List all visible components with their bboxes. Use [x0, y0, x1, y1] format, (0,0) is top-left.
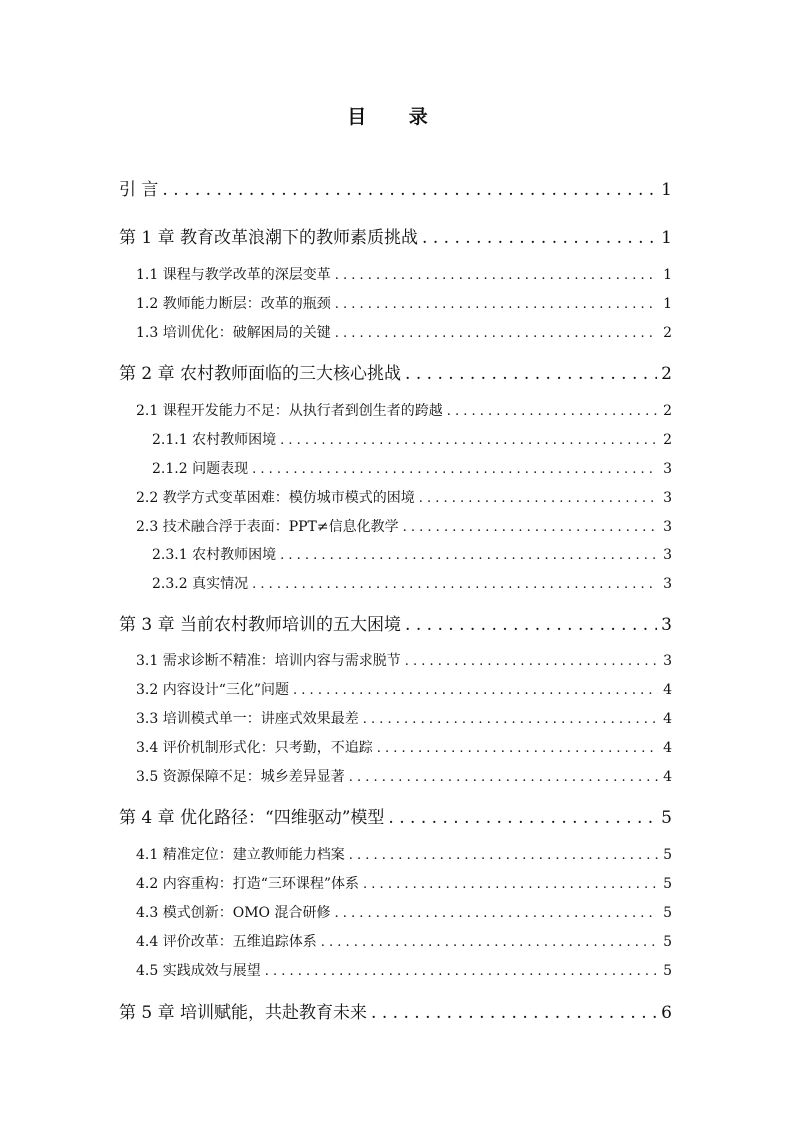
toc-entry-text: 4.3 模式创新：OMO 混合研修: [136, 905, 331, 921]
toc-leader-dots: [321, 934, 658, 950]
toc-leader-dots: [405, 615, 657, 635]
toc-leader-dots: [265, 963, 658, 979]
toc-page-number: 5: [663, 847, 672, 863]
toc-leader-dots: [280, 432, 658, 448]
toc-entry[interactable]: [119, 223, 672, 249]
toc-entry[interactable]: [152, 429, 672, 451]
toc-leader-dots: [335, 325, 658, 341]
toc-entry-text: 1.1 课程与教学改革的深层变革: [136, 267, 331, 283]
toc-entry-text: 3.5 资源保障不足：城乡差异显著: [136, 769, 345, 785]
toc-page-number: 2: [663, 325, 672, 341]
toc-leader-dots: [388, 808, 657, 828]
toc-entry-text: 引 言: [119, 180, 159, 200]
toc-leader-dots: [403, 519, 658, 535]
toc-page-number: 2: [663, 403, 672, 419]
toc-leader-dots: [422, 228, 657, 248]
toc-leader-dots: [371, 1003, 657, 1023]
toc-leader-dots: [252, 576, 658, 592]
toc-entry[interactable]: [136, 400, 672, 422]
toc-leader-dots: [335, 267, 658, 283]
toc-entry-text: 2.1.2 问题表现: [152, 461, 249, 477]
toc-entry[interactable]: [136, 873, 672, 895]
toc-entry-text: 第 3 章 当前农村教师培训的五大困境: [119, 615, 402, 635]
toc-page-number: 2: [663, 432, 672, 448]
toc-entry-text: 3.4 评价机制形式化：只考勤，不追踪: [136, 740, 373, 756]
toc-leader-dots: [162, 180, 657, 200]
toc-entry-text: 2.1.1 农村教师困境: [152, 432, 277, 448]
toc-page-number: 4: [663, 682, 672, 698]
toc-page-number: 5: [663, 963, 672, 979]
toc-entry[interactable]: [136, 931, 672, 953]
toc-entry[interactable]: [136, 766, 672, 788]
toc-entry-text: 第 5 章 培训赋能，共赴教育未来: [119, 1003, 368, 1023]
toc-entry[interactable]: [136, 708, 672, 730]
toc-entry-text: 第 2 章 农村教师面临的三大核心挑战: [119, 364, 402, 384]
toc-entry[interactable]: [136, 487, 672, 509]
toc-leader-dots: [447, 403, 658, 419]
toc-entry[interactable]: [152, 573, 672, 595]
toc-leader-dots: [405, 653, 658, 669]
toc-entry[interactable]: [136, 322, 672, 344]
toc-entry-text: 1.2 教师能力断层：改革的瓶颈: [136, 296, 331, 312]
toc-leader-dots: [405, 364, 657, 384]
toc-page-number: 5: [663, 934, 672, 950]
toc-leader-dots: [252, 461, 658, 477]
toc-entry[interactable]: [119, 803, 672, 829]
toc-page-number: 1: [661, 228, 672, 248]
toc-page-number: 2: [661, 364, 672, 384]
toc-entry-text: 第 1 章 教育改革浪潮下的教师素质挑战: [119, 228, 419, 248]
toc-entry-text: 2.3.1 农村教师困境: [152, 547, 277, 563]
toc-entry-text: 1.3 培训优化：破解困局的关键: [136, 325, 331, 341]
toc-entry[interactable]: [136, 960, 672, 982]
toc-leader-dots: [419, 490, 658, 506]
toc-entry-text: 3.2 内容设计“三化”问题: [136, 682, 290, 698]
toc-entry[interactable]: [152, 458, 672, 480]
toc-leader-dots: [349, 769, 658, 785]
toc-entry-text: 4.4 评价改革：五维追踪体系: [136, 934, 317, 950]
toc-page-number: 4: [663, 711, 672, 727]
toc-entry-text: 第 4 章 优化路径：“四维驱动”模型: [119, 808, 385, 828]
toc-entry-text: 2.1 课程开发能力不足：从执行者到创生者的跨越: [136, 403, 443, 419]
toc-entry[interactable]: [136, 902, 672, 924]
toc-entry-text: 2.3.2 真实情况: [152, 576, 249, 592]
toc-leader-dots: [334, 905, 658, 921]
toc-page-number: 3: [663, 490, 672, 506]
toc-page-number: 4: [663, 769, 672, 785]
toc-entry[interactable]: [136, 650, 672, 672]
toc-page-number: 3: [663, 461, 672, 477]
toc-entry[interactable]: [136, 844, 672, 866]
toc-entry[interactable]: [136, 679, 672, 701]
toc-entry[interactable]: [136, 737, 672, 759]
toc-entry-text: 2.3 技术融合浮于表面：PPT≠信息化教学: [136, 519, 399, 535]
toc-entry-text: 2.2 教学方式变革困难：模仿城市模式的困境: [136, 490, 415, 506]
toc-entry[interactable]: [152, 544, 672, 566]
toc-entry-text: 4.5 实践成效与展望: [136, 963, 261, 979]
toc-title: 目 录: [347, 106, 446, 128]
toc-entry[interactable]: [119, 359, 672, 385]
toc-page-number: 5: [663, 876, 672, 892]
toc-page-number: 3: [663, 653, 672, 669]
toc-leader-dots: [363, 876, 658, 892]
toc-leader-dots: [280, 547, 658, 563]
toc-page-number: 6: [661, 1003, 672, 1023]
toc-entry-text: 4.1 精准定位：建立教师能力档案: [136, 847, 345, 863]
toc-leader-dots: [293, 682, 658, 698]
toc-entry-text: 4.2 内容重构：打造“三环课程”体系: [136, 876, 360, 892]
toc-entry[interactable]: [136, 293, 672, 315]
toc-page-number: 3: [661, 615, 672, 635]
toc-leader-dots: [377, 740, 658, 756]
toc-entry[interactable]: [119, 998, 672, 1024]
toc-page-number: 1: [661, 180, 672, 200]
toc-page-number: 5: [661, 808, 672, 828]
toc-entry[interactable]: [119, 175, 672, 201]
toc-page-number: 4: [663, 740, 672, 756]
toc-page-number: 3: [663, 547, 672, 563]
toc-page-number: 5: [663, 905, 672, 921]
toc-entry[interactable]: [119, 610, 672, 636]
toc-leader-dots: [363, 711, 658, 727]
toc-entry[interactable]: [136, 264, 672, 286]
toc-leader-dots: [349, 847, 658, 863]
toc-entry-text: 3.1 需求诊断不精准：培训内容与需求脱节: [136, 653, 401, 669]
toc-entry-text: 3.3 培训模式单一：讲座式效果最差: [136, 711, 359, 727]
toc-leader-dots: [335, 296, 658, 312]
toc-page-number: 3: [663, 576, 672, 592]
toc-page-number: 1: [663, 296, 672, 312]
toc-page-number: 1: [663, 267, 672, 283]
toc-entry[interactable]: [136, 516, 672, 538]
toc-page-number: 3: [663, 519, 672, 535]
